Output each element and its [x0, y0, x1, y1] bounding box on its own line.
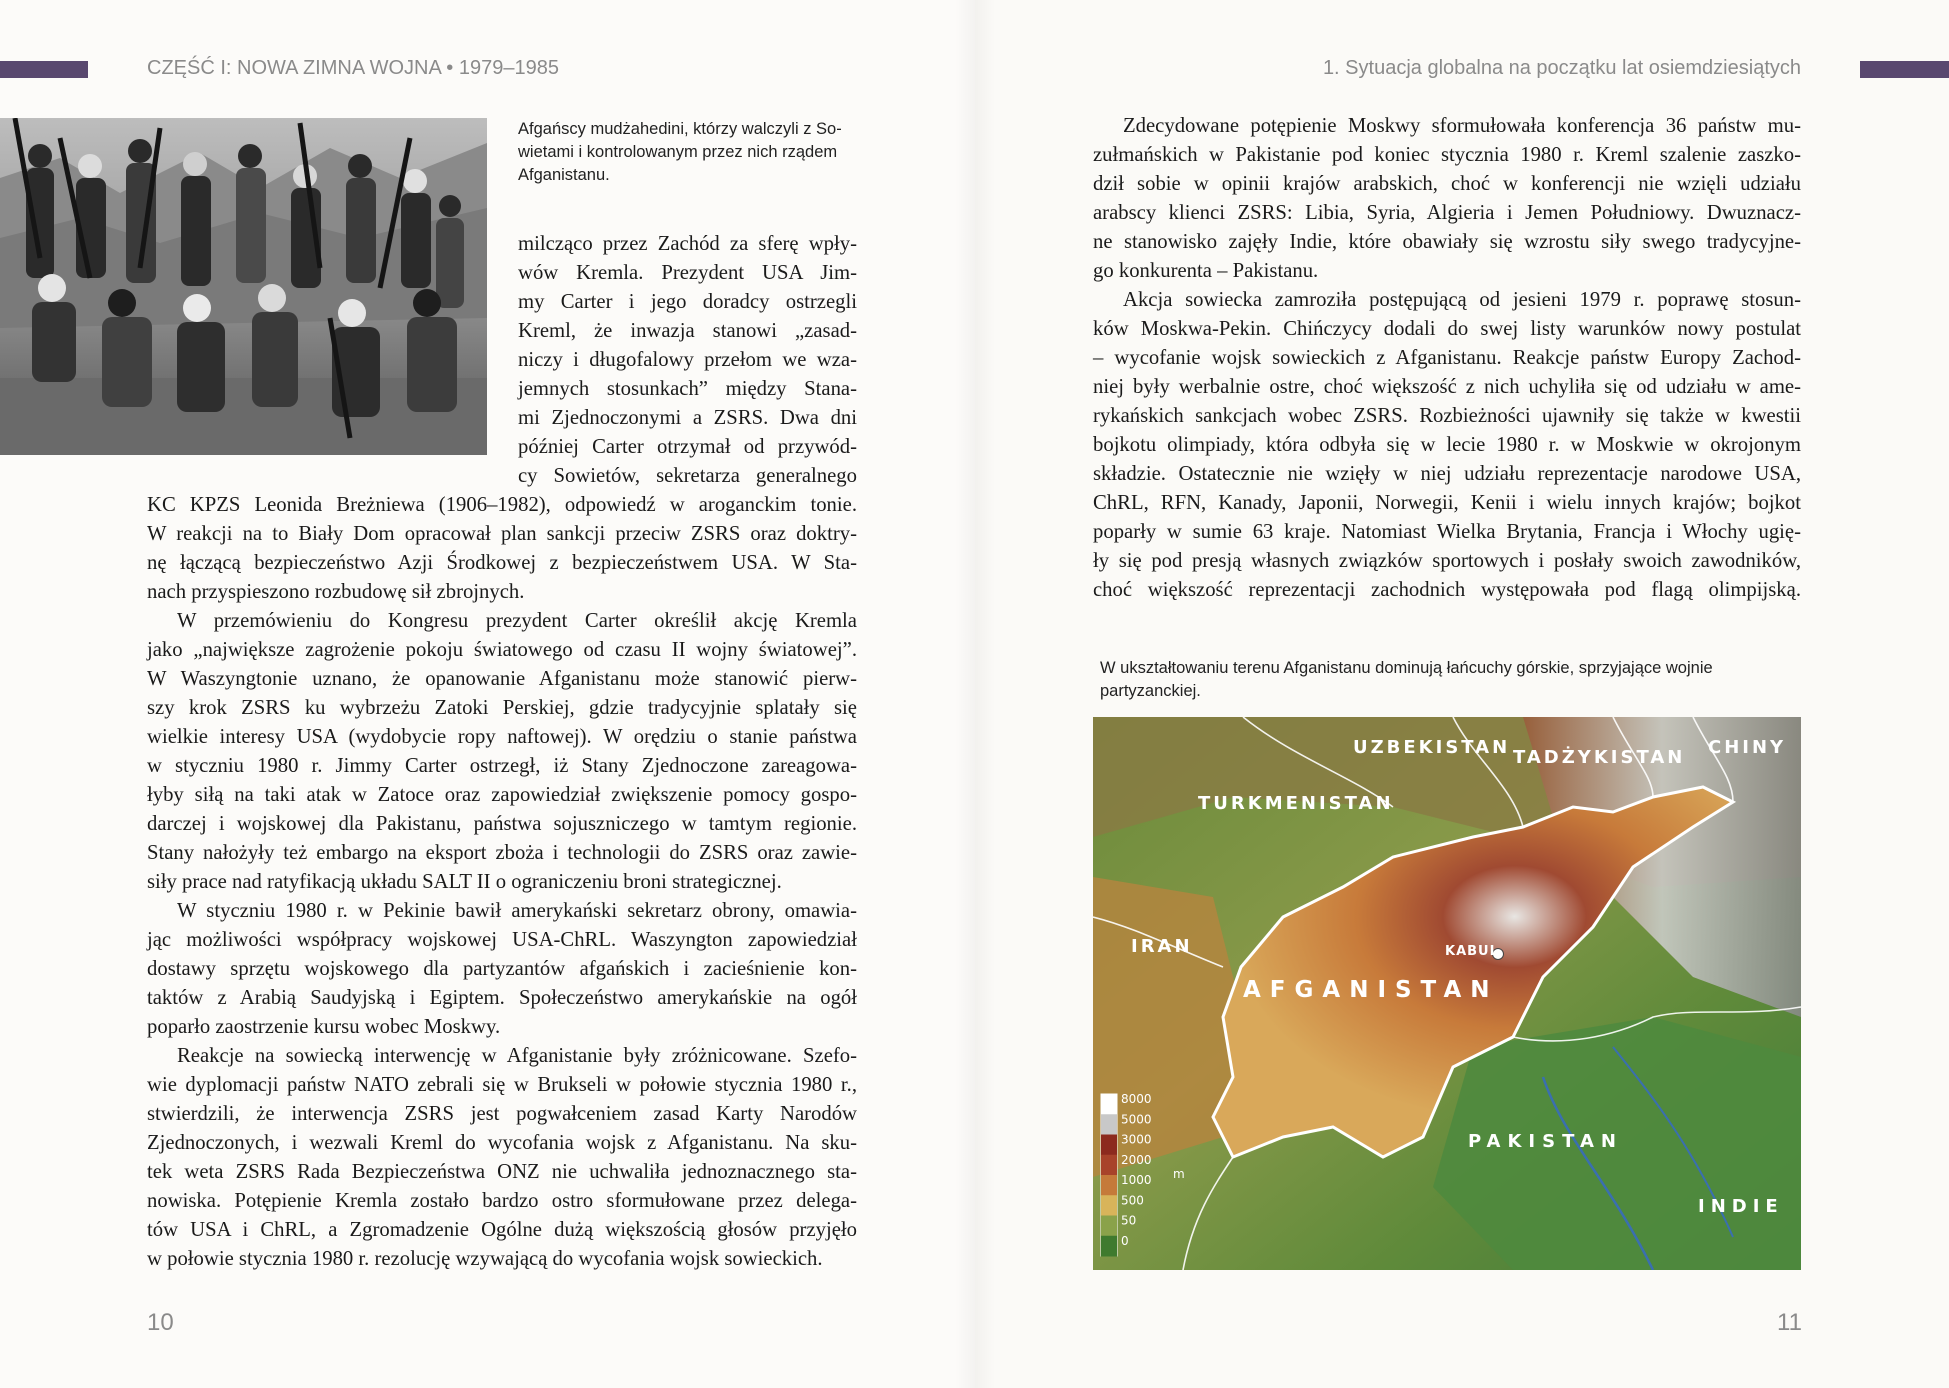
legend-value: 50 [1121, 1213, 1137, 1228]
text-line: W reakcji na to Biały Dom opracował plan sankcji przeciw ZSRS oraz doktry- [147, 523, 857, 545]
legend-value: 3000 [1121, 1132, 1152, 1147]
paragraph [147, 491, 857, 607]
text-line: niej były werbalnie ostre, choć większość z nich uchyliła się od udziału w ame- [1093, 376, 1801, 398]
paragraph [1093, 286, 1801, 605]
text-line: wów Kremla. Prezydent USA Jim- [518, 262, 857, 284]
text-line: dostawy sprzętu wojskowego dla partyzantów afgańskich i zacieśnienie kon- [147, 958, 857, 980]
legend-value: 5000 [1121, 1112, 1152, 1127]
text-line: Akcja sowiecka zamroziła postępującą od jesieni 1979 r. poprawę stosun- [1123, 289, 1801, 311]
header-accent-bar-left [0, 61, 88, 78]
text-line: nach przyspieszono rozbudowę sił zbrojnych. [147, 581, 525, 603]
text-line: jako „największe zagrożenie pokoju światowego od czasu II wojny światowej”. [147, 639, 857, 661]
mujahideen-photo [0, 118, 487, 455]
text-line: Stany nałożyły też embargo na eksport zboża i technologii do ZSRS oraz zawie- [147, 842, 857, 864]
text-line: poparły w sumie 63 kraje. Natomiast Wielka Brytania, Francja i Włochy ugię- [1093, 521, 1801, 543]
text-line: wie dyplomacji państw NATO zebrali się w Brukseli w połowie stycznia 1980 r., [147, 1074, 857, 1096]
text-line: go konkurenta – Pakistanu. [1093, 260, 1319, 282]
map-label-turkmenistan: TURKMENISTAN [1198, 793, 1394, 814]
paragraph [1093, 112, 1801, 286]
text-line: tek weta ZSRS Rada Bezpieczeństwa ONZ nie uchwaliła jednoznacznego sta- [147, 1161, 857, 1183]
legend-unit: m [1173, 1167, 1185, 1181]
afghanistan-relief-map [1093, 717, 1801, 1270]
legend-value: 8000 [1121, 1092, 1152, 1106]
legend-swatch [1101, 1216, 1117, 1237]
photo-caption [518, 118, 858, 187]
text-line: składzie. Ostatecznie nie wzięły w niej udziału reprezentacje narodowe USA, [1093, 463, 1801, 485]
left-narrow-column [518, 230, 857, 491]
text-line: stwierdzili, że interwencja ZSRS jest pogwałceniem zasad Karty Narodów [147, 1103, 857, 1125]
text-line: w połowie stycznia 1980 r. rezolucję wzywającą do wycofania wojsk sowieckich. [147, 1248, 823, 1270]
text-line: darczej i wojskowej dla Pakistanu, państwa sojuszniczego w tamtym regionie. [147, 813, 857, 835]
text-line: siły prace nad ratyfikacją układu SALT II o ograniczeniu broni strategicznej. [147, 871, 782, 893]
text-line: ne stanowisko zajęły Indie, które obawiały się wzrostu siły swego tradycyjne- [1093, 231, 1801, 253]
legend-value: 2000 [1121, 1152, 1152, 1167]
text-line: my Carter i jego doradcy ostrzegli [518, 291, 857, 313]
text-line: Kreml, że inwazja stanowi „zasad- [518, 320, 857, 342]
caption-line: wietami i kontrolowanym przez nich rządem [518, 143, 838, 161]
text-line: W styczniu 1980 r. w Pekinie bawił amerykański sekretarz obrony, omawia- [177, 900, 857, 922]
map-label-tajikistan: TADŻYKISTAN [1513, 747, 1686, 768]
text-line: – wycofanie wojsk sowieckich z Afganistanu. Reakcje państw Europy Zachod- [1093, 347, 1801, 369]
text-line: W przemówieniu do Kongresu prezydent Carter określił akcję Kremla [177, 610, 857, 632]
text-line: niczy i długofalowy przełom we wza- [518, 349, 857, 371]
text-line: szy krok ZSRS ku wybrzeżu Zatoki Perskiej, gdzie tradycyjnie splatały się [147, 697, 857, 719]
text-line: wielkie interesy USA (wydobycie ropy naftowej). W orędziu o stanie państwa [147, 726, 857, 748]
text-line: zułmańskich w Pakistanie pod koniec stycznia 1980 r. Kreml szalenie zaszko- [1093, 144, 1801, 166]
text-line: nowiska. Potępienie Kremla zostało bardzo ostro sformułowane przez delega- [147, 1190, 857, 1212]
map-label-china: CHINY [1708, 737, 1787, 758]
legend-swatch [1101, 1195, 1117, 1216]
text-line: cy Sowietów, sekretarza generalnego [518, 465, 857, 487]
text-line: ły się pod presją własnych związków sportowych i posłały swoich zawodników, [1093, 550, 1801, 572]
map-label-afghanistan: AFGANISTAN [1243, 977, 1499, 1003]
text-line: taktów z Arabią Saudyjską i Egiptem. Społeczeństwo amerykańskie na ogół [147, 987, 857, 1009]
caption-line: partyzanckiej. [1100, 682, 1201, 700]
text-line: KC KPZS Leonida Breżniewa (1906–1982), odpowiedź w aroganckim tonie. [147, 494, 857, 516]
running-head-left: CZĘŚĆ I: NOWA ZIMNA WOJNA • 1979–1985 [147, 57, 559, 79]
caption-line: Afganistanu. [518, 166, 610, 184]
legend-swatch [1101, 1094, 1117, 1115]
map-label-pakistan: PAKISTAN [1468, 1131, 1623, 1152]
text-line: choć większość reprezentacji zachodnich występowała pod flagą olimpijską. [1093, 579, 1801, 601]
paragraph [147, 607, 857, 897]
legend-value: 500 [1121, 1193, 1144, 1208]
map-caption [1100, 657, 1800, 703]
text-line: ków Moskwa-Pekin. Chińczycy dodali do swej listy warunków nowy postulat [1093, 318, 1801, 340]
page-number-right: 11 [1777, 1309, 1802, 1336]
text-line: W Waszyngtonie uznano, że opanowanie Afganistanu może stanowić pierw- [147, 668, 857, 690]
text-line: mi Zjednoczonymi a ZSRS. Dwa dni [518, 407, 857, 429]
text-line: arabscy klienci ZSRS: Libia, Syria, Algieria i Jemen Południowy. Dwuznacz- [1093, 202, 1801, 224]
map-label-india: INDIE [1698, 1196, 1784, 1217]
book-gutter [955, 0, 995, 1388]
map-label-iran: IRAN [1131, 936, 1193, 957]
caption-line: W ukształtowaniu terenu Afganistanu dominują łańcuchy górskie, sprzyjające wojnie [1100, 659, 1713, 677]
text-line: ChRL, RFN, Kanady, Japonii, Norwegii, Kenii i wielu innych krajów; bojkot [1093, 492, 1801, 514]
paragraph [147, 897, 857, 1042]
text-line: milcząco przez Zachód za sferę wpły- [518, 233, 857, 255]
paragraph [147, 1042, 857, 1274]
map-label-kabul: KABUL [1445, 944, 1499, 959]
page-number-left: 10 [147, 1309, 174, 1336]
left-main-column [147, 491, 857, 1274]
legend-swatch [1101, 1114, 1117, 1135]
text-line: dził sobie w opinii krajów arabskich, choć w konferencji nie wzięli udziału [1093, 173, 1801, 195]
right-main-column [1093, 112, 1801, 605]
text-line: jemnych stosunkach” między Stana- [518, 378, 857, 400]
legend-swatch [1101, 1135, 1117, 1156]
legend-value: 0 [1121, 1233, 1129, 1248]
text-line: w styczniu 1980 r. Jimmy Carter ostrzegł, iż Stany Zjednoczone zareagowa- [147, 755, 857, 777]
text-line: łyby siłą na taki atak w Zatoce oraz zapowiedział zwiększenie pomocy gospo- [147, 784, 857, 806]
text-line: rykańskich sankcjach wobec ZSRS. Rozbieżności ujawniły się także w kwestii [1093, 405, 1801, 427]
text-line: poparło zaostrzenie kursu wobec Moskwy. [147, 1016, 501, 1038]
legend-swatch [1101, 1175, 1117, 1196]
text-line: Zjednoczonych, i wezwali Kreml do wycofania wojsk z Afganistanu. Na sku- [147, 1132, 857, 1154]
text-line: tów USA i ChRL, a Zgromadzenie Ogólne dużą większością głosów przyjęło [147, 1219, 857, 1241]
legend-swatch [1101, 1155, 1117, 1176]
map-label-uzbekistan: UZBEKISTAN [1353, 737, 1511, 758]
running-head-right: 1. Sytuacja globalna na początku lat osiemdziesiątych [1322, 57, 1801, 79]
text-line: później Carter otrzymał od przywód- [518, 436, 857, 458]
text-line: bojkotu olimpiady, która odbyła się w lecie 1980 r. w Moskwie w okrojonym [1093, 434, 1801, 456]
text-line: jąc możliwości współpracy wojskowej USA-ChRL. Waszyngton zapowiedział [147, 929, 857, 951]
legend-swatch [1101, 1236, 1117, 1257]
legend-value: 1000 [1121, 1173, 1152, 1187]
text-line: nę łączącą bezpieczeństwo Azji Środkowej z bezpieczeństwem USA. W Sta- [147, 552, 857, 574]
text-line: Zdecydowane potępienie Moskwy sformułowała konferencja 36 państw mu- [1123, 115, 1801, 137]
caption-line: Afgańscy mudżahedini, którzy walczyli z So- [518, 120, 842, 138]
header-accent-bar-right [1860, 61, 1949, 78]
text-line: Reakcje na sowiecką interwencję w Afganistanie były zróżnicowane. Szefo- [177, 1045, 857, 1067]
